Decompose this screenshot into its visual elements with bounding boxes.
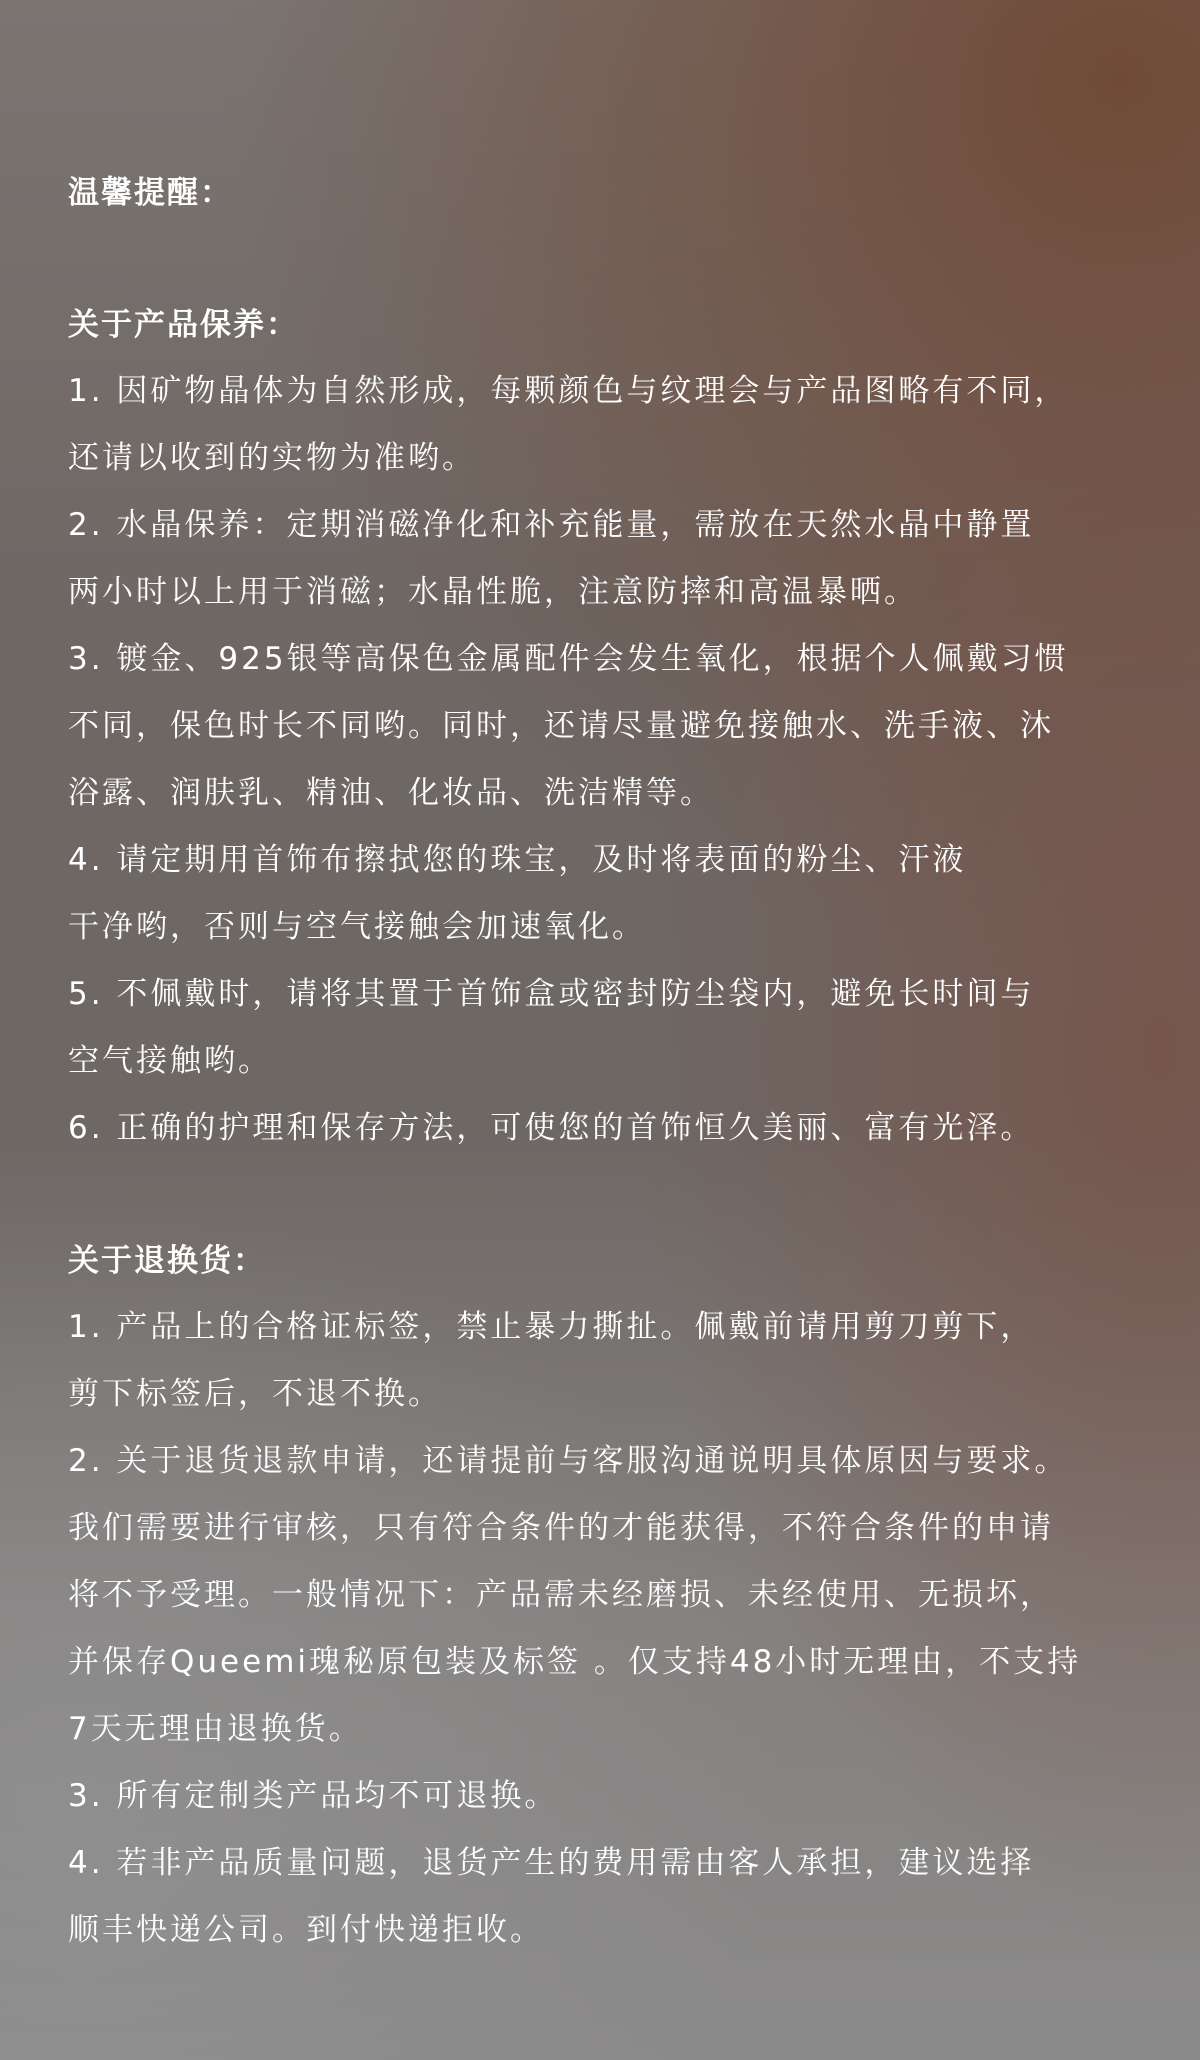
care-item-line: 干净哟，否则与空气接触会加速氧化。	[68, 909, 646, 945]
care-item-1	[68, 358, 1148, 492]
returns-item-line: 3. 所有定制类产品均不可退换。	[68, 1778, 559, 1814]
care-item-line: 3. 镀金、925银等高保色金属配件会发生氧化，根据个人佩戴习惯	[68, 641, 1069, 677]
returns-item-4	[68, 1830, 1148, 1964]
returns-section-title: 关于退换货：	[68, 1243, 266, 1279]
care-item-line: 两小时以上用于消磁；水晶性脆，注意防摔和高温暴晒。	[68, 574, 918, 610]
care-item-line: 5. 不佩戴时，请将其置于首饰盒或密封防尘袋内，避免长时间与	[68, 976, 1035, 1012]
returns-item-1	[68, 1294, 1148, 1428]
care-item-line: 6. 正确的护理和保存方法，可使您的首饰恒久美丽、富有光泽。	[68, 1110, 1035, 1146]
section-spacer	[68, 226, 1148, 292]
section-spacer	[68, 1162, 1148, 1228]
returns-item-line: 1. 产品上的合格证标签，禁止暴力撕扯。佩戴前请用剪刀剪下，	[68, 1309, 1035, 1345]
reminder-title: 温馨提醒：	[68, 175, 233, 211]
returns-item-line: 并保存Queemi瑰秘原包装及标签 。仅支持48小时无理由，不支持	[68, 1644, 1082, 1680]
care-item-2	[68, 492, 1148, 626]
care-item-line: 不同，保色时长不同哟。同时，还请尽量避免接触水、洗手液、沐	[68, 708, 1054, 744]
care-item-line: 4. 请定期用首饰布擦拭您的珠宝，及时将表面的粉尘、汗液	[68, 842, 967, 878]
returns-item-line: 7天无理由退换货。	[68, 1711, 363, 1747]
care-item-line: 空气接触哟。	[68, 1043, 272, 1079]
care-item-5	[68, 961, 1148, 1095]
care-item-line: 浴露、润肤乳、精油、化妆品、洗洁精等。	[68, 775, 714, 811]
care-item-6	[68, 1095, 1148, 1162]
notice-content	[68, 160, 1148, 1964]
care-item-4	[68, 827, 1148, 961]
care-item-line: 2. 水晶保养：定期消磁净化和补充能量，需放在天然水晶中静置	[68, 507, 1035, 543]
returns-item-line: 4. 若非产品质量问题，退货产生的费用需由客人承担，建议选择	[68, 1845, 1035, 1881]
care-item-line: 1. 因矿物晶体为自然形成，每颗颜色与纹理会与产品图略有不同，	[68, 373, 1069, 409]
care-item-line: 还请以收到的实物为准哟。	[68, 440, 476, 476]
returns-item-line: 我们需要进行审核，只有符合条件的才能获得，不符合条件的申请	[68, 1510, 1054, 1546]
returns-item-line: 将不予受理。一般情况下：产品需未经磨损、未经使用、无损坏，	[68, 1577, 1054, 1613]
returns-item-line: 剪下标签后，不退不换。	[68, 1376, 442, 1412]
returns-item-2	[68, 1428, 1148, 1763]
care-section-title: 关于产品保养：	[68, 307, 299, 343]
returns-item-line: 2. 关于退货退款申请，还请提前与客服沟通说明具体原因与要求。	[68, 1443, 1069, 1479]
returns-item-3	[68, 1763, 1148, 1830]
returns-item-line: 顺丰快递公司。到付快递拒收。	[68, 1912, 544, 1948]
care-item-3	[68, 626, 1148, 827]
